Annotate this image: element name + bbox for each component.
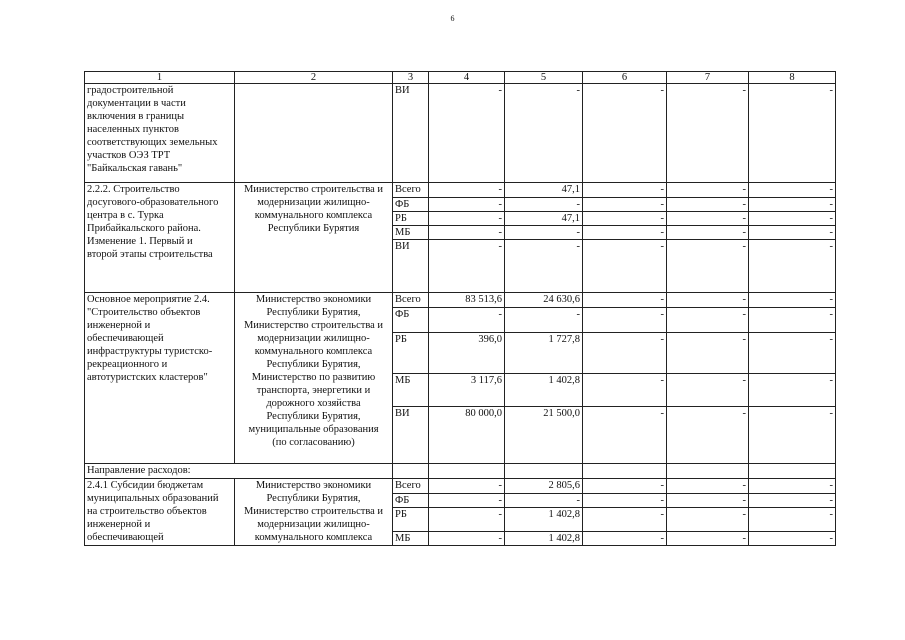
value-cell: -: [749, 293, 836, 308]
item-name: [85, 293, 235, 464]
value-cell: -: [583, 479, 667, 494]
responsible-cell: [235, 183, 393, 293]
item-name-line: второй этапы строительства: [87, 249, 213, 260]
item-name-line: инфраструктуры туристско-: [87, 346, 213, 357]
value-cell: -: [429, 508, 505, 532]
value-cell: -: [749, 494, 836, 508]
responsible-cell-line: Республики Бурятия,: [266, 493, 361, 504]
value-cell: 1 402,8: [505, 508, 583, 532]
header-cell: 8: [749, 72, 836, 84]
value-cell: -: [749, 212, 836, 226]
item-name-line: Прибайкальского района.: [87, 223, 201, 234]
value-cell: -: [583, 308, 667, 333]
value-cell: -: [583, 508, 667, 532]
empty-cell: [749, 464, 836, 479]
value-cell: -: [429, 212, 505, 226]
responsible-cell: [235, 479, 393, 546]
value-cell: 1 402,8: [505, 374, 583, 407]
value-cell: -: [583, 212, 667, 226]
header-cell: 1: [85, 72, 235, 84]
empty-cell: [667, 464, 749, 479]
responsible-cell-line: Республики Бурятия,: [266, 411, 361, 422]
item-name-line: соответствующих земельных: [87, 137, 218, 148]
header-cell: 2: [235, 72, 393, 84]
item-name: [85, 84, 235, 183]
value-cell: -: [749, 479, 836, 494]
value-cell: -: [583, 84, 667, 183]
responsible-cell-line: коммунального комплекса: [254, 346, 373, 357]
responsible-cell-line: Министерство экономики: [255, 480, 372, 491]
value-cell: -: [749, 198, 836, 212]
funding-source: РБ: [393, 212, 429, 226]
value-cell: -: [749, 183, 836, 198]
item-name-line: досугового-образовательного: [87, 197, 219, 208]
empty-cell: [429, 464, 505, 479]
item-name-line: автотуристских кластеров": [87, 372, 208, 383]
value-cell: -: [749, 508, 836, 532]
funding-source: ВИ: [393, 407, 429, 464]
item-name: [85, 479, 235, 546]
funding-source: ФБ: [393, 308, 429, 333]
value-cell: -: [667, 508, 749, 532]
value-cell: 47,1: [505, 183, 583, 198]
responsible-cell-line: Министерство строительства и: [243, 320, 384, 331]
item-name-line: инженерной и: [87, 320, 151, 331]
item-name-line: участков ОЭЗ ТРТ: [87, 150, 171, 161]
responsible-cell-line: дорожного хозяйства: [266, 398, 361, 409]
funding-source: Всего: [393, 293, 429, 308]
item-name-line: градостроительной: [87, 85, 174, 96]
header-cell: 3: [393, 72, 429, 84]
value-cell: -: [667, 308, 749, 333]
value-cell: -: [667, 407, 749, 464]
value-cell: -: [429, 183, 505, 198]
item-name-line: 2.2.2. Строительство: [87, 184, 180, 195]
budget-table: [84, 71, 836, 546]
value-cell: -: [583, 374, 667, 407]
value-cell: -: [429, 308, 505, 333]
header-cell: 5: [505, 72, 583, 84]
funding-source: РБ: [393, 508, 429, 532]
value-cell: 83 513,6: [429, 293, 505, 308]
header-cell: 4: [429, 72, 505, 84]
item-name-line: центра в с. Турка: [87, 210, 164, 221]
responsible-cell-line: Министерство экономики: [255, 294, 372, 305]
item-name-line: на строительство объектов: [87, 506, 207, 517]
responsible-cell-line: модернизации жилищно-: [257, 519, 370, 530]
funding-source: ВИ: [393, 240, 429, 293]
item-name-line: муниципальных образований: [87, 493, 219, 504]
value-cell: -: [667, 212, 749, 226]
responsible-cell-line: коммунального комплекса: [254, 210, 373, 221]
value-cell: -: [667, 240, 749, 293]
value-cell: -: [429, 494, 505, 508]
value-cell: -: [583, 293, 667, 308]
value-cell: 1 727,8: [505, 333, 583, 374]
value-cell: -: [749, 374, 836, 407]
funding-source: МБ: [393, 374, 429, 407]
value-cell: 2 805,6: [505, 479, 583, 494]
funding-source: ВИ: [393, 84, 429, 183]
value-cell: -: [749, 333, 836, 374]
value-cell: -: [505, 494, 583, 508]
value-cell: -: [583, 198, 667, 212]
value-cell: 80 000,0: [429, 407, 505, 464]
item-name-line: Изменение 1. Первый и: [87, 236, 193, 247]
table-row: [85, 464, 836, 479]
value-cell: -: [583, 333, 667, 374]
page-number: 6: [450, 14, 455, 23]
value-cell: 47,1: [505, 212, 583, 226]
item-name-line: обеспечивающей: [87, 532, 164, 543]
value-cell: -: [429, 226, 505, 240]
table-row: [85, 293, 836, 308]
header-cell: 7: [667, 72, 749, 84]
item-name-line: обеспечивающей: [87, 333, 164, 344]
value-cell: 3 117,6: [429, 374, 505, 407]
table-row: [85, 479, 836, 494]
empty-cell: [583, 464, 667, 479]
responsible-cell-line: коммунального комплекса: [254, 532, 373, 543]
funding-source: РБ: [393, 333, 429, 374]
value-cell: -: [749, 226, 836, 240]
table-row: [85, 183, 836, 198]
empty-cell: [505, 464, 583, 479]
value-cell: -: [583, 532, 667, 546]
value-cell: -: [667, 494, 749, 508]
responsible-cell: [235, 293, 393, 464]
responsible-cell-line: транспорта, энергетики и: [256, 385, 371, 396]
value-cell: 21 500,0: [505, 407, 583, 464]
value-cell: -: [505, 226, 583, 240]
value-cell: -: [667, 198, 749, 212]
responsible-cell-line: муниципальные образования: [248, 424, 379, 435]
value-cell: -: [429, 84, 505, 183]
responsible-cell-line: Республики Бурятия,: [266, 307, 361, 318]
header-cell: 6: [583, 72, 667, 84]
responsible-cell-line: модернизации жилищно-: [257, 333, 370, 344]
item-name-line: населенных пунктов: [87, 124, 179, 135]
responsible-cell-line: Республики Бурятия,: [266, 359, 361, 370]
empty-cell: [393, 464, 429, 479]
value-cell: -: [583, 183, 667, 198]
value-cell: -: [583, 494, 667, 508]
value-cell: -: [505, 198, 583, 212]
value-cell: -: [667, 479, 749, 494]
responsible-cell-line: Министерство по развитию: [251, 372, 376, 383]
item-name-line: инженерной и: [87, 519, 151, 530]
value-cell: -: [749, 84, 836, 183]
funding-source: МБ: [393, 226, 429, 240]
funding-source: ФБ: [393, 198, 429, 212]
value-cell: -: [583, 226, 667, 240]
value-cell: -: [667, 84, 749, 183]
value-cell: -: [749, 532, 836, 546]
value-cell: -: [429, 532, 505, 546]
value-cell: -: [583, 407, 667, 464]
value-cell: -: [749, 407, 836, 464]
funding-source: Всего: [393, 183, 429, 198]
item-name: [85, 183, 235, 293]
value-cell: -: [429, 240, 505, 293]
value-cell: -: [667, 333, 749, 374]
value-cell: -: [667, 293, 749, 308]
value-cell: -: [583, 240, 667, 293]
value-cell: -: [749, 308, 836, 333]
value-cell: -: [667, 532, 749, 546]
header-row: [85, 72, 836, 84]
funding-source: Всего: [393, 479, 429, 494]
item-name-line: рекреационного и: [87, 359, 168, 370]
table-row: [85, 84, 836, 183]
item-name-line: Основное мероприятие 2.4.: [87, 294, 210, 305]
item-name-line: документации в части: [87, 98, 186, 109]
value-cell: -: [667, 226, 749, 240]
value-cell: -: [505, 308, 583, 333]
item-name-line: 2.4.1 Субсидии бюджетам: [87, 480, 204, 491]
item-name-line: "Байкальская гавань": [87, 163, 183, 174]
value-cell: 24 630,6: [505, 293, 583, 308]
value-cell: -: [429, 479, 505, 494]
funding-source: ФБ: [393, 494, 429, 508]
responsible-cell-line: модернизации жилищно-: [257, 197, 370, 208]
responsible-cell: [235, 84, 393, 183]
value-cell: -: [429, 198, 505, 212]
responsible-cell-line: Министерство строительства и: [243, 506, 384, 517]
value-cell: -: [667, 183, 749, 198]
responsible-cell-line: (по согласованию): [272, 437, 355, 448]
item-name-line: включения в границы: [87, 111, 185, 122]
responsible-cell-line: Республики Бурятия: [267, 223, 360, 234]
responsible-cell-line: Министерство строительства и: [243, 184, 384, 195]
value-cell: -: [505, 84, 583, 183]
funding-source: МБ: [393, 532, 429, 546]
value-cell: 1 402,8: [505, 532, 583, 546]
item-name-line: "Строительство объектов: [87, 307, 201, 318]
value-cell: -: [505, 240, 583, 293]
value-cell: 396,0: [429, 333, 505, 374]
value-cell: -: [749, 240, 836, 293]
direction-label: Направление расходов:: [85, 464, 393, 479]
value-cell: -: [667, 374, 749, 407]
